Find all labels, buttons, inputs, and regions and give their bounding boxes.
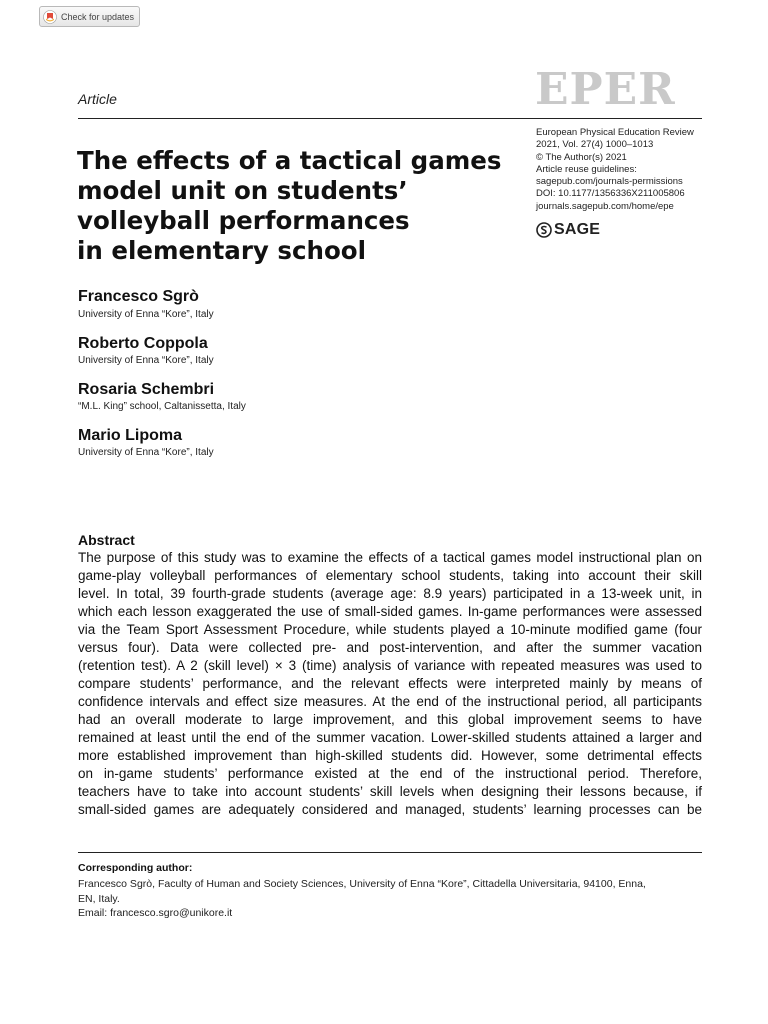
corresponding-author-details — [78, 877, 702, 921]
author-affiliation: “M.L. King” school, Caltanissetta, Italy — [78, 401, 246, 412]
abstract-line: game-play volleyball performances of elementary school students, taking into account their skill — [78, 568, 702, 583]
check-for-updates-button[interactable] — [39, 6, 140, 27]
abstract-line: which each lesson exaggerated the use of small-sided games. In-game performances were assessed — [78, 604, 702, 619]
abstract-line: versus four). Data were collected pre- and post-intervention, and after the summer vacation — [78, 640, 702, 655]
corresponding-author-address: Francesco Sgrò, Faculty of Human and Society Sciences, University of Enna “Kore”, Cittadella Universitaria, 94100, Enna, — [78, 878, 646, 890]
publisher-logo — [536, 221, 600, 239]
author-name: Mario Lipoma — [78, 427, 183, 444]
author-affiliation: University of Enna “Kore”, Italy — [78, 355, 214, 366]
abstract-heading: Abstract — [78, 532, 135, 548]
title-line: model unit on students’ — [77, 176, 408, 205]
journal-volume: 2021, Vol. 27(4) 1000–1013 — [536, 139, 654, 151]
reuse-guidelines-label: Article reuse guidelines: — [536, 163, 637, 175]
corresponding-author-address: EN, Italy. — [78, 892, 120, 905]
abstract-line: confidence intervals and effect size measures. At the end of the instructional period, all participants — [78, 694, 702, 709]
author-name: Roberto Coppola — [78, 335, 208, 352]
abstract-line: The purpose of this study was to examine the effects of a tactical games model instructional plan on — [78, 550, 702, 565]
corresponding-author-heading: Corresponding author: — [78, 862, 193, 874]
abstract-line: via the Team Sport Assessment Procedure, while students played a 10-minute modified game (four — [78, 622, 702, 637]
abstract-line: (retention test). A 2 (skill level) × 3 (time) analysis of variance with repeated measures was used to — [78, 658, 702, 673]
abstract-line: more established improvement than high-skilled students did. However, some detrimental effects — [78, 748, 702, 763]
corresponding-author-email[interactable]: Email: francesco.sgro@unikore.it — [78, 907, 233, 919]
abstract-line: had an overall moderate to large improvement, and this global improvement seems to have — [78, 712, 702, 727]
abstract-line: on in-game students’ performance existed at the end of the instructional period. Therefore, — [78, 766, 702, 781]
abstract-line: small-sided games are adequately considered and managed, students’ learning processes can be — [78, 802, 702, 817]
crossmark-icon — [43, 10, 57, 24]
journal-name: European Physical Education Review — [536, 127, 694, 138]
journal-logo: EPER — [535, 72, 676, 108]
author-name: Francesco Sgrò — [78, 288, 199, 305]
title-line: volleyball performances — [77, 206, 410, 235]
permissions-link[interactable]: sagepub.com/journals-permissions — [536, 176, 683, 188]
header-divider — [78, 118, 702, 119]
author-affiliation: University of Enna “Kore”, Italy — [78, 447, 214, 458]
footnote-divider — [78, 852, 702, 853]
abstract-body — [78, 549, 702, 819]
check-updates-label: Check for updates — [61, 11, 135, 22]
publisher-logo-text: SAGE — [554, 221, 601, 238]
abstract-line: compare students’ performance, and the relevant effects were interpreted mainly by means of — [78, 676, 702, 691]
article-type-label: Article — [78, 91, 117, 107]
author-affiliation: University of Enna “Kore”, Italy — [78, 309, 214, 320]
abstract-line: remained at least until the end of the summer vacation. Lower-skilled students attained a larger and — [78, 730, 702, 745]
journal-info-block — [536, 127, 716, 213]
journal-home-link[interactable]: journals.sagepub.com/home/epe — [536, 200, 674, 212]
title-line: in elementary school — [77, 236, 367, 265]
doi-link[interactable]: DOI: 10.1177/1356336X211005806 — [536, 188, 685, 200]
author-name: Rosaria Schembri — [78, 381, 215, 398]
title-line: The effects of a tactical games — [77, 146, 502, 175]
copyright-line: © The Author(s) 2021 — [536, 151, 627, 163]
abstract-line: teachers have to take into account students’ skill levels when designing their lessons because, if — [78, 784, 702, 799]
abstract-line: level. In total, 39 fourth-grade students (average age: 8.9 years) participated in a 13-week unit, in — [78, 586, 702, 601]
article-title — [77, 146, 517, 266]
sage-symbol-icon — [536, 222, 552, 238]
